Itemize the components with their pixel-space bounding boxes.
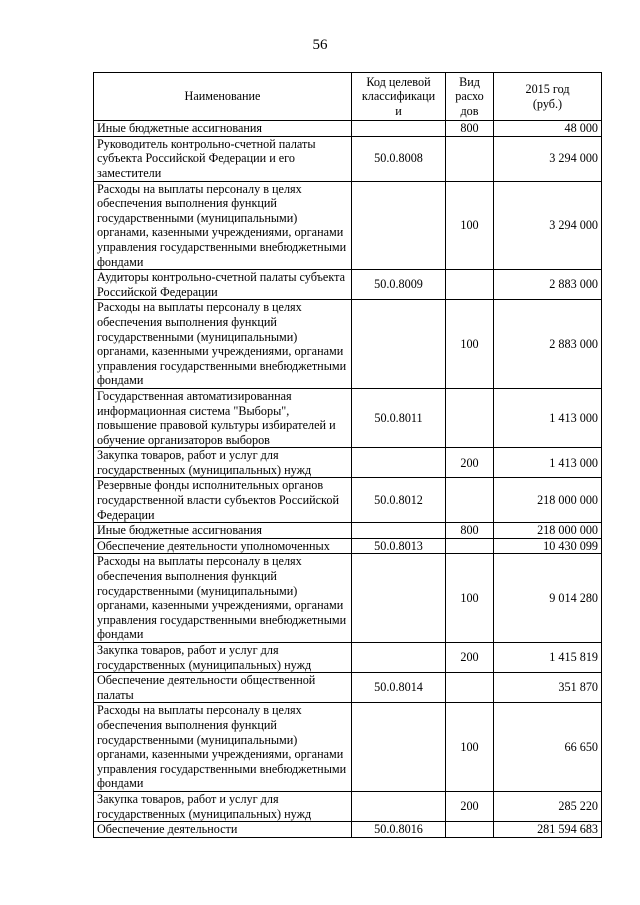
row-code: 50.0.8012 [352, 478, 446, 523]
row-code [352, 181, 446, 270]
row-code: 50.0.8011 [352, 388, 446, 447]
row-expense-type [446, 270, 494, 300]
row-expense-type: 100 [446, 300, 494, 389]
row-code [352, 554, 446, 643]
row-code: 50.0.8008 [352, 136, 446, 181]
row-amount: 1 413 000 [494, 448, 602, 478]
row-amount: 351 870 [494, 673, 602, 703]
table-row [94, 791, 602, 821]
budget-table [93, 72, 602, 838]
row-amount: 66 650 [494, 703, 602, 792]
row-name: Государственная автоматизированная информационная система "Выборы", повышение правовой культуры избирателей и обучение организаторов выборов [94, 388, 352, 447]
table-row [94, 181, 602, 270]
row-name: Расходы на выплаты персоналу в целях обеспечения выполнения функций государственными (муниципальными) органами, казенными учреждениями, органами управления государственными внебюджетными фондами [94, 181, 352, 270]
row-amount: 2 883 000 [494, 270, 602, 300]
row-expense-type [446, 388, 494, 447]
table-row [94, 643, 602, 673]
table-row [94, 673, 602, 703]
row-name: Аудиторы контрольно-счетной палаты субъекта Российской Федерации [94, 270, 352, 300]
row-code: 50.0.8014 [352, 673, 446, 703]
header-name: Наименование [94, 73, 352, 121]
table-row [94, 121, 602, 137]
row-code [352, 791, 446, 821]
row-name: Закупка товаров, работ и услуг для государственных (муниципальных) нужд [94, 643, 352, 673]
row-amount: 48 000 [494, 121, 602, 137]
table-row [94, 478, 602, 523]
row-code [352, 121, 446, 137]
row-code: 50.0.8013 [352, 538, 446, 554]
row-amount: 218 000 000 [494, 478, 602, 523]
row-name: Закупка товаров, работ и услуг для государственных (муниципальных) нужд [94, 791, 352, 821]
table-row [94, 300, 602, 389]
row-code [352, 448, 446, 478]
row-amount: 218 000 000 [494, 523, 602, 539]
row-name: Обеспечение деятельности уполномоченных [94, 538, 352, 554]
row-name: Руководитель контрольно-счетной палаты субъекта Российской Федерации и его заместители [94, 136, 352, 181]
row-expense-type: 100 [446, 554, 494, 643]
row-code [352, 703, 446, 792]
row-amount: 10 430 099 [494, 538, 602, 554]
table-row [94, 270, 602, 300]
row-name: Обеспечение деятельности [94, 822, 352, 838]
row-amount: 281 594 683 [494, 822, 602, 838]
header-amount: 2015 год (руб.) [494, 73, 602, 121]
row-amount: 3 294 000 [494, 136, 602, 181]
row-name: Иные бюджетные ассигнования [94, 121, 352, 137]
row-amount: 9 014 280 [494, 554, 602, 643]
row-expense-type: 800 [446, 523, 494, 539]
row-name: Резервные фонды исполнительных органов государственной власти субъектов Российской Федерации [94, 478, 352, 523]
row-code [352, 300, 446, 389]
header-code: Код целевой классификаци и [352, 73, 446, 121]
row-code: 50.0.8016 [352, 822, 446, 838]
row-name: Закупка товаров, работ и услуг для государственных (муниципальных) нужд [94, 448, 352, 478]
header-expense-type: Вид расхо дов [446, 73, 494, 121]
row-code [352, 523, 446, 539]
row-expense-type: 800 [446, 121, 494, 137]
row-name: Иные бюджетные ассигнования [94, 523, 352, 539]
row-amount: 1 413 000 [494, 388, 602, 447]
table-row [94, 538, 602, 554]
row-amount: 285 220 [494, 791, 602, 821]
table-row [94, 136, 602, 181]
table-header-row [94, 73, 602, 121]
row-name: Расходы на выплаты персоналу в целях обеспечения выполнения функций государственными (муниципальными) органами, казенными учреждениями, органами управления государственными внебюджетными фондами [94, 554, 352, 643]
row-name: Расходы на выплаты персоналу в целях обеспечения выполнения функций государственными (муниципальными) органами, казенными учреждениями, органами управления государственными внебюджетными фондами [94, 703, 352, 792]
row-expense-type: 100 [446, 181, 494, 270]
row-expense-type [446, 822, 494, 838]
row-expense-type [446, 538, 494, 554]
row-name: Расходы на выплаты персоналу в целях обеспечения выполнения функций государственными (муниципальными) органами, казенными учреждениями, органами управления государственными внебюджетными фондами [94, 300, 352, 389]
row-amount: 2 883 000 [494, 300, 602, 389]
table-row [94, 703, 602, 792]
row-amount: 3 294 000 [494, 181, 602, 270]
row-expense-type: 200 [446, 643, 494, 673]
table-row [94, 523, 602, 539]
row-expense-type: 200 [446, 791, 494, 821]
table-row [94, 822, 602, 838]
row-expense-type: 200 [446, 448, 494, 478]
row-code: 50.0.8009 [352, 270, 446, 300]
table-row [94, 554, 602, 643]
table-row [94, 448, 602, 478]
row-code [352, 643, 446, 673]
row-name: Обеспечение деятельности общественной палаты [94, 673, 352, 703]
table-row [94, 388, 602, 447]
row-expense-type [446, 136, 494, 181]
page-number: 56 [312, 37, 328, 53]
row-amount: 1 415 819 [494, 643, 602, 673]
row-expense-type: 100 [446, 703, 494, 792]
row-expense-type [446, 673, 494, 703]
row-expense-type [446, 478, 494, 523]
